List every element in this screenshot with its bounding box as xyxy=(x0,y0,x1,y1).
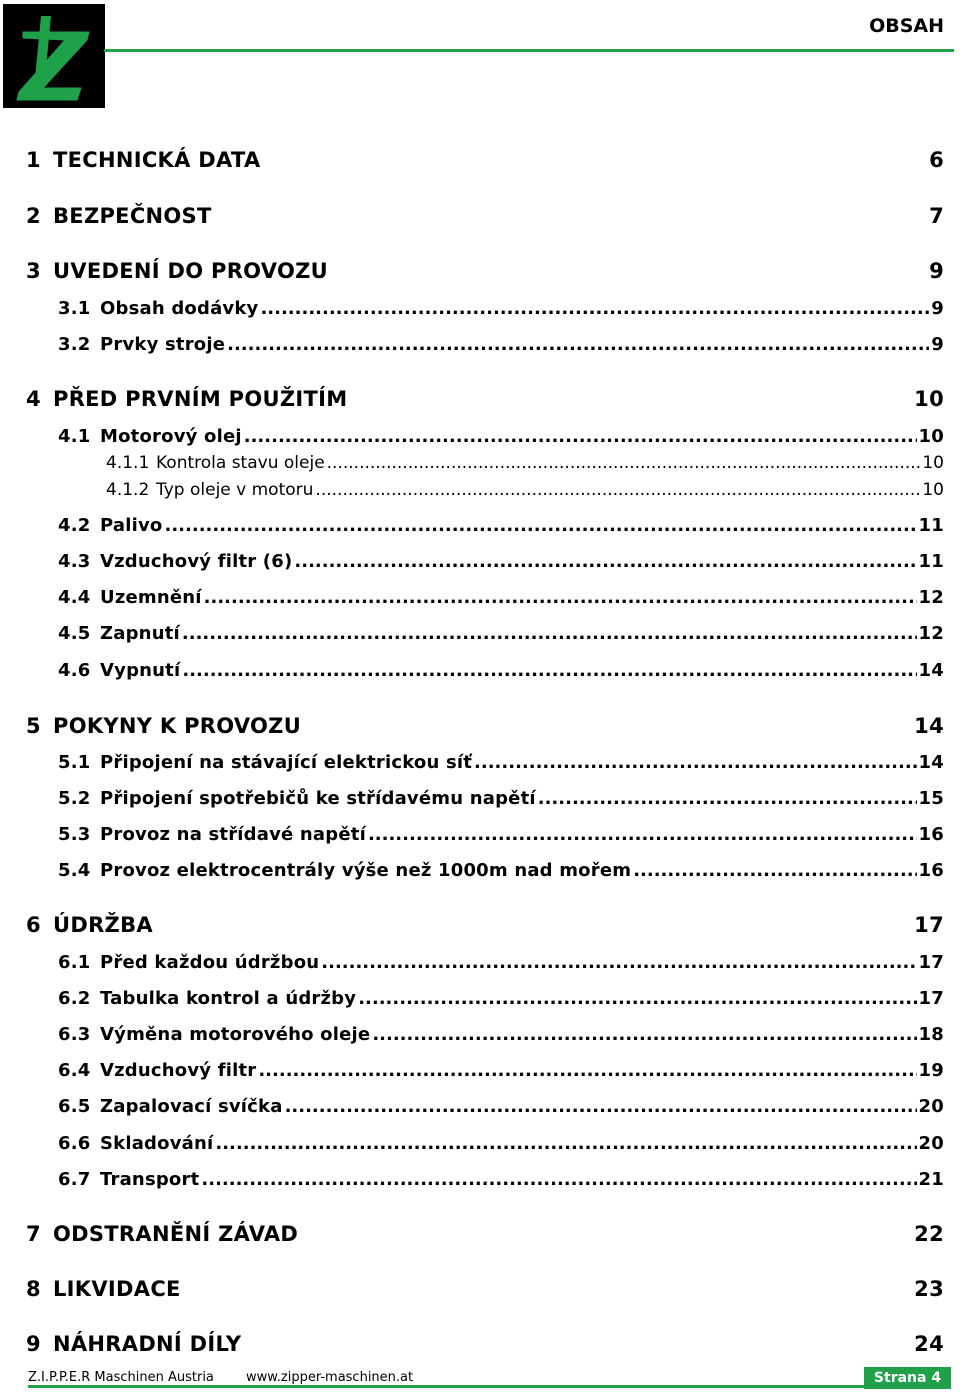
toc-entry-title: PŘED PRVNÍM POUŽITÍM xyxy=(53,387,348,411)
toc-entry-title: Připojení spotřebičů ke střídavému napětí xyxy=(100,788,536,809)
footer-company: Z.I.P.P.E.R Maschinen Austria xyxy=(28,1370,214,1385)
toc-entry-page: 23 xyxy=(914,1277,944,1301)
toc-entry-page: 20 xyxy=(918,1096,944,1117)
toc-entry-number: 5.4 xyxy=(58,860,91,881)
toc-entry-number: 4.1.2 xyxy=(106,480,150,500)
toc-entry-number: 4.1 xyxy=(58,426,91,447)
toc-entry-number: 4.3 xyxy=(58,551,91,572)
toc-entry-number: 2 xyxy=(26,204,41,228)
dot-leader xyxy=(372,1024,916,1045)
toc-entry-number: 4.4 xyxy=(58,587,91,608)
toc-entry-title: NÁHRADNÍ DÍLY xyxy=(53,1332,242,1356)
toc-entry[interactable] xyxy=(58,824,944,845)
toc-entry-title: Provoz elektrocentrály výše než 1000m nad mořem xyxy=(100,860,632,881)
toc-entry[interactable] xyxy=(58,426,944,447)
toc-entry-number: 4.1.1 xyxy=(106,453,150,473)
toc-entry-number: 6.2 xyxy=(58,988,91,1009)
toc-entry-page: 17 xyxy=(918,952,944,973)
dot-leader xyxy=(285,1096,917,1117)
toc-entry-page: 10 xyxy=(914,387,944,411)
dot-leader xyxy=(244,426,917,447)
toc-entry[interactable] xyxy=(58,1169,944,1190)
toc-entry-page: 20 xyxy=(918,1133,944,1154)
toc-entry-number: 4.6 xyxy=(58,660,91,681)
dot-leader xyxy=(294,551,916,572)
toc-entry-title: ÚDRŽBA xyxy=(53,913,153,937)
dot-leader xyxy=(321,952,916,973)
toc-entry[interactable] xyxy=(58,587,944,608)
toc-entry-page: 17 xyxy=(918,988,944,1009)
dot-leader xyxy=(633,860,916,881)
toc-entry-number: 4.5 xyxy=(58,623,91,644)
dot-leader xyxy=(182,660,916,681)
toc-entry-number: 3.2 xyxy=(58,334,91,355)
toc-entry-number: 6.5 xyxy=(58,1096,91,1117)
toc-entry-page: 22 xyxy=(914,1222,944,1246)
toc-entry-number: 3 xyxy=(26,259,41,283)
toc-entry-title: Připojení na stávající elektrickou síť xyxy=(100,752,473,773)
dot-leader xyxy=(227,334,929,355)
toc-entry-title: Vzduchový filtr xyxy=(100,1060,257,1081)
toc-entry[interactable] xyxy=(26,148,944,172)
toc-entry[interactable] xyxy=(26,1222,944,1246)
page-number-badge: Strana 4 xyxy=(864,1367,951,1389)
dot-leader xyxy=(368,824,917,845)
toc-entry-number: 7 xyxy=(26,1222,41,1246)
toc-entry-number: 6 xyxy=(26,913,41,937)
toc-entry-page: 15 xyxy=(918,788,944,809)
toc-entry[interactable] xyxy=(58,551,944,572)
dot-leader xyxy=(474,752,917,773)
toc-entry-page: 18 xyxy=(918,1024,944,1045)
toc-entry-number: 4.2 xyxy=(58,515,91,536)
toc-entry-title: Vypnutí xyxy=(100,660,181,681)
toc-entry-page: 11 xyxy=(918,551,944,572)
toc-entry[interactable] xyxy=(26,714,944,738)
toc-entry-title: Transport xyxy=(100,1169,200,1190)
toc-entry-title: Zapnutí xyxy=(100,623,180,644)
footer-website[interactable]: www.zipper-maschinen.at xyxy=(246,1370,414,1385)
toc-entry-page: 14 xyxy=(918,660,944,681)
footer xyxy=(28,1370,413,1385)
dot-leader xyxy=(258,1060,916,1081)
dot-leader xyxy=(327,453,921,473)
toc-entry[interactable] xyxy=(58,952,944,973)
toc-entry-title: Před každou údržbou xyxy=(100,952,320,973)
toc-entry[interactable] xyxy=(58,788,944,809)
toc-entry-number: 8 xyxy=(26,1277,41,1301)
toc-entry-title: Motorový olej xyxy=(100,426,242,447)
toc-entry-number: 1 xyxy=(26,148,41,172)
toc-entry[interactable] xyxy=(58,1060,944,1081)
toc-entry-number: 9 xyxy=(26,1332,41,1356)
toc-entry-number: 5.3 xyxy=(58,824,91,845)
toc-entry-title: Provoz na střídavé napětí xyxy=(100,824,366,845)
toc-entry-number: 4 xyxy=(26,387,41,411)
toc-entry-page: 10 xyxy=(922,453,944,473)
toc-entry-number: 5 xyxy=(26,714,41,738)
dot-leader xyxy=(182,623,917,644)
toc-entry[interactable] xyxy=(58,1096,944,1117)
toc-entry-page: 12 xyxy=(918,587,944,608)
toc-entry-title: TECHNICKÁ DATA xyxy=(53,148,261,172)
toc-entry-title: Vzduchový filtr (6) xyxy=(100,551,293,572)
toc-entry-title: Palivo xyxy=(100,515,163,536)
toc-entry-page: 16 xyxy=(918,860,944,881)
dot-leader xyxy=(165,515,917,536)
toc-entry-title: Tabulka kontrol a údržby xyxy=(100,988,357,1009)
toc-entry[interactable] xyxy=(58,860,944,881)
toc-entry[interactable] xyxy=(58,1024,944,1045)
toc-entry-title: UVEDENÍ DO PROVOZU xyxy=(53,259,328,283)
toc-entry-title: POKYNY K PROVOZU xyxy=(53,714,302,738)
toc-entry-page: 11 xyxy=(918,515,944,536)
toc-entry[interactable] xyxy=(26,913,944,937)
header-title: OBSAH xyxy=(869,15,944,37)
toc-entry-number: 3.1 xyxy=(58,298,91,319)
toc-entry-page: 6 xyxy=(929,148,944,172)
zipper-logo xyxy=(3,4,105,108)
toc-entry-page: 14 xyxy=(914,714,944,738)
toc-entry-number: 6.7 xyxy=(58,1169,91,1190)
toc-entry[interactable] xyxy=(58,1133,944,1154)
toc-entry-number: 6.4 xyxy=(58,1060,91,1081)
toc-entry[interactable] xyxy=(26,1332,944,1356)
toc-entry[interactable] xyxy=(26,204,944,228)
dot-leader xyxy=(538,788,917,809)
toc-entry-page: 19 xyxy=(918,1060,944,1081)
toc-entry-page: 12 xyxy=(918,623,944,644)
toc-entry-number: 6.6 xyxy=(58,1133,91,1154)
toc-entry-number: 6.3 xyxy=(58,1024,91,1045)
dot-leader xyxy=(204,587,917,608)
toc-entry-number: 5.2 xyxy=(58,788,91,809)
toc-entry-title: ODSTRANĚNÍ ZÁVAD xyxy=(53,1222,299,1246)
toc-entry-title: Kontrola stavu oleje xyxy=(156,453,325,473)
dot-leader xyxy=(215,1133,916,1154)
toc-entry-title: Prvky stroje xyxy=(100,334,226,355)
toc-entry[interactable] xyxy=(58,752,944,773)
toc-entry-title: Zapalovací svíčka xyxy=(100,1096,283,1117)
footer-rule xyxy=(28,1385,864,1388)
dot-leader xyxy=(260,298,929,319)
toc-entry-title: BEZPEČNOST xyxy=(53,204,212,228)
toc-entry[interactable] xyxy=(58,515,944,536)
toc-entry-title: Typ oleje v motoru xyxy=(156,480,314,500)
dot-leader xyxy=(315,480,920,500)
toc-entry[interactable] xyxy=(26,259,944,283)
toc-entry[interactable] xyxy=(58,334,944,355)
toc-entry-page: 9 xyxy=(929,259,944,283)
toc-entry[interactable] xyxy=(58,660,944,681)
dot-leader xyxy=(201,1169,916,1190)
toc-entry[interactable] xyxy=(58,988,944,1009)
toc-entry[interactable] xyxy=(58,623,944,644)
toc-entry-title: Obsah dodávky xyxy=(100,298,259,319)
toc-entry-title: Výměna motorového oleje xyxy=(100,1024,371,1045)
toc-entry-page: 10 xyxy=(918,426,944,447)
toc-entry-page: 9 xyxy=(931,298,944,319)
header-rule xyxy=(104,49,954,52)
toc-entry-page: 9 xyxy=(931,334,944,355)
toc-entry-page: 14 xyxy=(918,752,944,773)
toc-entry-title: Uzemnění xyxy=(100,587,202,608)
dot-leader xyxy=(358,988,916,1009)
toc-entry-number: 5.1 xyxy=(58,752,91,773)
toc-entry-page: 10 xyxy=(922,480,944,500)
toc-entry-page: 17 xyxy=(914,913,944,937)
toc-entry-title: Skladování xyxy=(100,1133,214,1154)
toc-entry-title: LIKVIDACE xyxy=(53,1277,181,1301)
toc-entry[interactable] xyxy=(106,480,944,500)
toc-entry[interactable] xyxy=(106,453,944,473)
toc-entry-page: 7 xyxy=(929,204,944,228)
toc-entry[interactable] xyxy=(26,387,944,411)
toc-entry-page: 16 xyxy=(918,824,944,845)
toc-entry-page: 21 xyxy=(918,1169,944,1190)
toc-entry[interactable] xyxy=(26,1277,944,1301)
toc-entry[interactable] xyxy=(58,298,944,319)
toc-entry-number: 6.1 xyxy=(58,952,91,973)
toc-entry-page: 24 xyxy=(914,1332,944,1356)
